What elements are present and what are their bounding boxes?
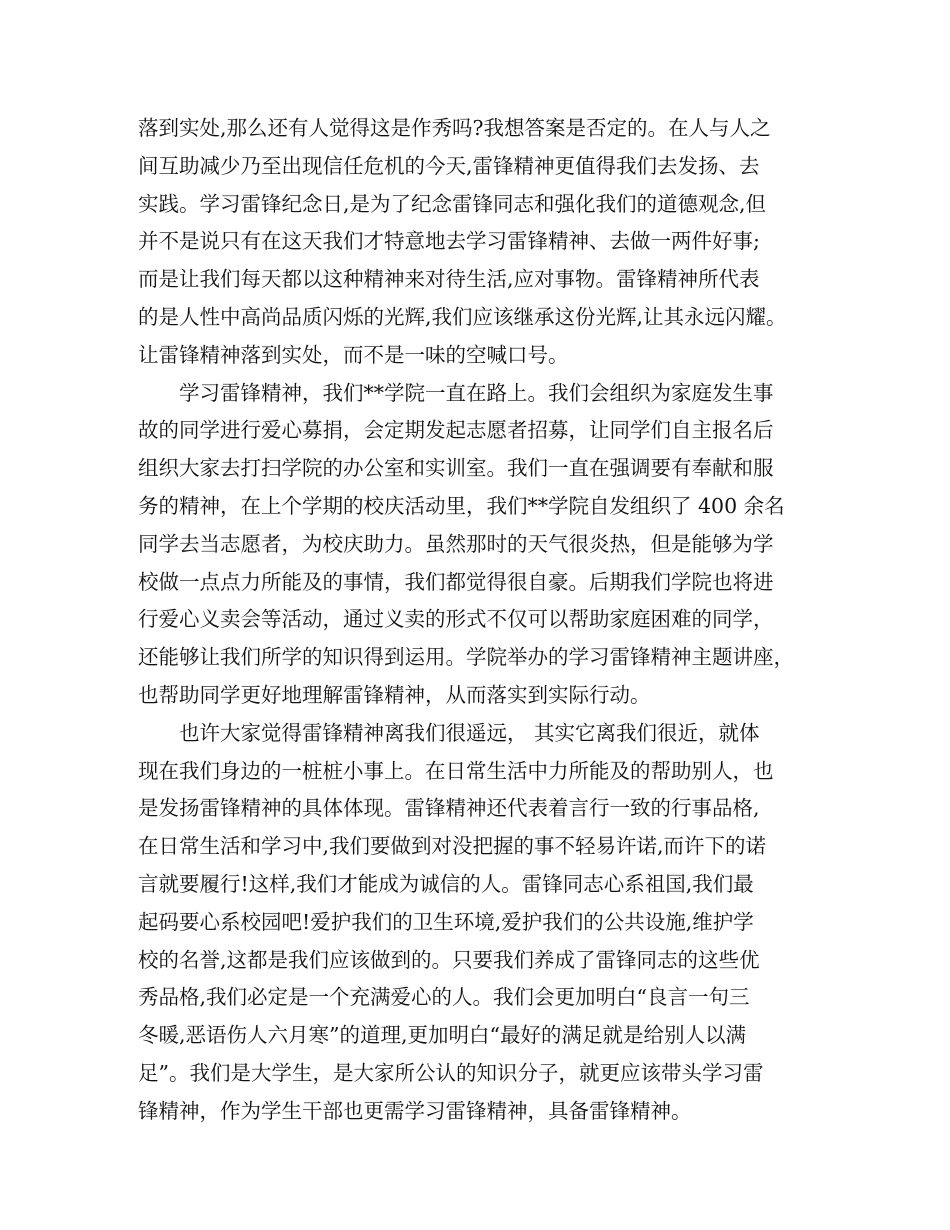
text-line: 行爱心义卖会等活动，通过义卖的形式不仅可以帮助家庭困难的同学， (138, 607, 774, 632)
text-line: 校的名誉,这都是我们应该做到的。只要我们养成了雷锋同志的这些优 (138, 947, 760, 972)
text-line: 锋精神，作为学生干部也更需学习雷锋精神，具备雷锋精神。 (138, 1098, 692, 1123)
text-line: 组织大家去打扫学院的办公室和实训室。我们一直在强调要有奉献和服 (138, 456, 774, 481)
text-line: 的是人性中高尚品质闪烁的光辉,我们应该继承这份光辉,让其永远闪耀。 (138, 304, 787, 329)
text-line: 在日常生活和学习中,我们要做到对没把握的事不轻易许诺,而许下的诺 (138, 834, 767, 859)
text-line: 务的精神，在上个学期的校庆活动里，我们**学院自发组织了 400 余名 (138, 493, 785, 518)
text-line: 还能够让我们所学的知识得到运用。学院举办的学习雷锋精神主题讲座， (138, 645, 794, 670)
text-line: 落到实处,那么还有人觉得这是作秀吗?我想答案是否定的。在人与人之 (138, 116, 771, 140)
text-line: 足”。我们是大学生，是大家所公认的知识分子，就更应该带头学习雷 (138, 1060, 764, 1085)
text-line: 也许大家觉得雷锋精神离我们很遥远， 其实它离我们很近，就体 (179, 720, 760, 745)
paragraph (138, 110, 830, 375)
text-line: 间互助减少乃至出现信任危机的今天,雷锋精神更值得我们去发扬、去 (138, 153, 760, 178)
text-line: 并不是说只有在这天我们才特意地去学习雷锋精神、去做一两件好事; (138, 229, 760, 254)
text-line: 故的同学进行爱心募捐，会定期发起志愿者招募，让同学们自主报名后 (138, 418, 774, 443)
text-line: 让雷锋精神落到实处，而不是一味的空喊口号。 (138, 342, 569, 367)
text-line: 同学去当志愿者，为校庆助力。虽然那时的天气很炎热，但是能够为学 (138, 531, 774, 556)
text-line: 现在我们身边的一桩桩小事上。在日常生活中力所能及的帮助别人，也 (138, 758, 774, 783)
paragraph (138, 715, 830, 1131)
text-line: 是发扬雷锋精神的具体体现。雷锋精神还代表着言行一致的行事品格, (138, 796, 760, 821)
document-body (138, 110, 830, 1131)
text-line: 起码要心系校园吧!爱护我们的卫生环境,爱护我们的公共设施,维护学 (138, 909, 754, 934)
text-line: 秀品格,我们必定是一个充满爱心的人。我们会更加明白“良言一句三 (138, 985, 750, 1010)
text-line: 校做一点点力所能及的事情，我们都觉得很自豪。后期我们学院也将进 (138, 569, 774, 594)
text-line: 也帮助同学更好地理解雷锋精神，从而落实到实际行动。 (138, 682, 651, 707)
text-line: 实践。学习雷锋纪念日,是为了纪念雷锋同志和强化我们的道德观念,但 (138, 191, 767, 216)
text-line: 而是让我们每天都以这种精神来对待生活,应对事物。雷锋精神所代表 (138, 267, 760, 292)
text-line: 言就要履行!这样,我们才能成为诚信的人。雷锋同志心系祖国,我们最 (138, 871, 754, 896)
paragraph (138, 375, 830, 715)
text-line: 冬暖,恶语伤人六月寒”的道理,更加明白“最好的满足就是给别人以满 (138, 1023, 746, 1048)
text-line: 学习雷锋精神，我们**学院一直在路上。我们会组织为家庭发生事 (179, 380, 774, 405)
